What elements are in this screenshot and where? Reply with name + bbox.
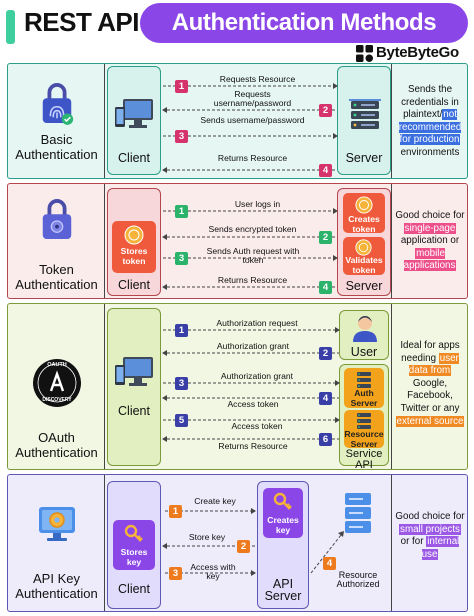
section-basic [7,63,468,179]
section-token [7,183,468,299]
apikey-name: API Key Authentication [15,571,98,601]
brand-name: ByteByteGo [376,44,459,61]
basic-client-label: Client [118,151,150,165]
basic-title-column [8,64,105,178]
oauth-desc-highlight: external source [396,415,464,427]
apikey-server-label: API Server [264,577,302,603]
oauth-name: OAuth Authentication [15,430,98,460]
basic-desc-text: Sends the credentials in plaintext/ [401,84,459,121]
basic-step-text: Requests Resource [219,74,296,84]
apikey-title-column [8,475,105,611]
padlock-icon [38,194,76,244]
basic-desc-highlight: not recommended for production [398,109,462,146]
oauth-logo-top: OAUTH [47,362,67,368]
basic-server-label: Server [345,151,383,165]
basic-step-badge: 2 [319,104,332,117]
oauth-step-text: Authorization request [216,318,298,328]
oauth-flow [105,304,391,469]
validates-token-label: Validates token [345,255,383,275]
apikey-step-badge: 1 [169,505,182,518]
apikey-step-badge: 2 [237,540,250,553]
service-api-label: Service API [345,448,383,471]
apikey-desc-highlight: small projects [400,523,460,535]
oauth-desc [394,340,466,428]
token-desc-highlight: single-page [404,222,456,234]
creates-token-label: Creates token [348,214,380,234]
basic-step-badge: 1 [175,80,188,93]
creates-key-label: Creates key [267,515,299,535]
fingerprint-lock-icon [38,78,76,128]
token-step-badge: 4 [319,281,332,294]
apikey-step-text: Create key [194,496,236,506]
basic-step-badge: 3 [175,130,188,143]
apikey-step-text: Access with key [190,562,236,582]
token-desc [394,210,466,273]
title-right: Authentication Methods [171,9,437,36]
apikey-flow [105,475,391,611]
oauth-step-badge: 2 [319,347,332,360]
token-client-label: Client [118,278,150,292]
token-step-text: User logs in [234,199,281,209]
apikey-desc-text: or for [400,536,427,548]
token-name: Token Authentication [15,262,98,292]
resource-server-label: Resource Server [344,429,384,449]
title-pill [140,3,468,43]
oauth-desc-highlight: user data from [408,352,459,377]
basic-name: Basic Authentication [15,132,98,162]
token-step-badge: 1 [175,205,188,218]
section-apikey [7,474,468,612]
oauth-step-badge: 4 [319,392,332,405]
stores-key-label: Stores key [120,547,148,567]
oauth-logo-bottom: DISCOVERY [42,397,72,403]
token-step-badge: 2 [319,231,332,244]
token-desc-text: Good choice for [395,210,465,221]
apikey-step-badge: 4 [323,557,336,570]
basic-step-text: Requests username/password [213,89,292,109]
basic-desc-text: environments [400,146,460,158]
apikey-desc [394,511,466,561]
oauth-step-badge: 5 [175,414,188,427]
token-desc-text: application or [400,235,460,247]
oauth-step-badge: 3 [175,377,188,390]
basic-desc-column [391,64,467,178]
stores-token-label: Stores token [120,246,148,266]
oauth-desc-column [391,304,467,469]
basic-step-text: Returns Resource [217,153,288,163]
oauth-step-text: Access token [231,421,283,431]
bytebytego-logo-icon [356,45,373,62]
oauth-step-text: Authorization grant [216,341,290,351]
token-desc-column [391,184,467,298]
auth-server-label: Auth Server [350,388,378,408]
basic-flow [105,64,391,178]
token-step-badge: 3 [175,252,188,265]
apikey-desc-text: Good choice for [395,511,465,522]
apikey-step-text: Store key [188,532,226,542]
oauth-desc-text: Ideal for apps needing [400,340,460,364]
token-title-column [8,184,105,298]
oauth-step-text: Access token [227,399,279,409]
oauth-desc-text: Google, Facebook, Twitter or any [400,377,460,414]
title-left: REST API [24,7,139,37]
oauth-step-text: Returns Resource [218,441,288,451]
section-oauth [7,303,468,470]
apikey-step-badge: 3 [169,567,182,580]
token-desc-highlight: mobile applications [403,247,456,272]
token-step-text: Sends Auth request with token [206,246,300,266]
oauth-step-badge: 6 [319,433,332,446]
token-server-label: Server [345,279,383,293]
apikey-client-label: Client [118,582,150,596]
basic-desc [394,84,466,160]
oauth-user-label: User [350,345,378,359]
oauth-title-column [8,304,105,469]
apikey-desc-column [391,475,467,611]
resource-authorized-label: Resource Authorized [336,570,380,590]
oauth-step-text: Authorization grant [220,371,294,381]
basic-step-badge: 4 [319,164,332,177]
header [0,0,474,68]
oauth-client-label: Client [118,404,150,418]
token-step-text: Sends encrypted token [208,224,297,234]
token-step-text: Returns Resource [217,275,288,285]
apikey-desc-highlight: internal use [421,536,460,560]
oauth-step-badge: 1 [175,324,188,337]
basic-step-text: Sends username/password [200,115,305,125]
accent-bar [6,10,15,44]
token-flow [105,184,391,298]
brand [356,44,472,64]
key-gear-monitor-icon [35,501,79,545]
